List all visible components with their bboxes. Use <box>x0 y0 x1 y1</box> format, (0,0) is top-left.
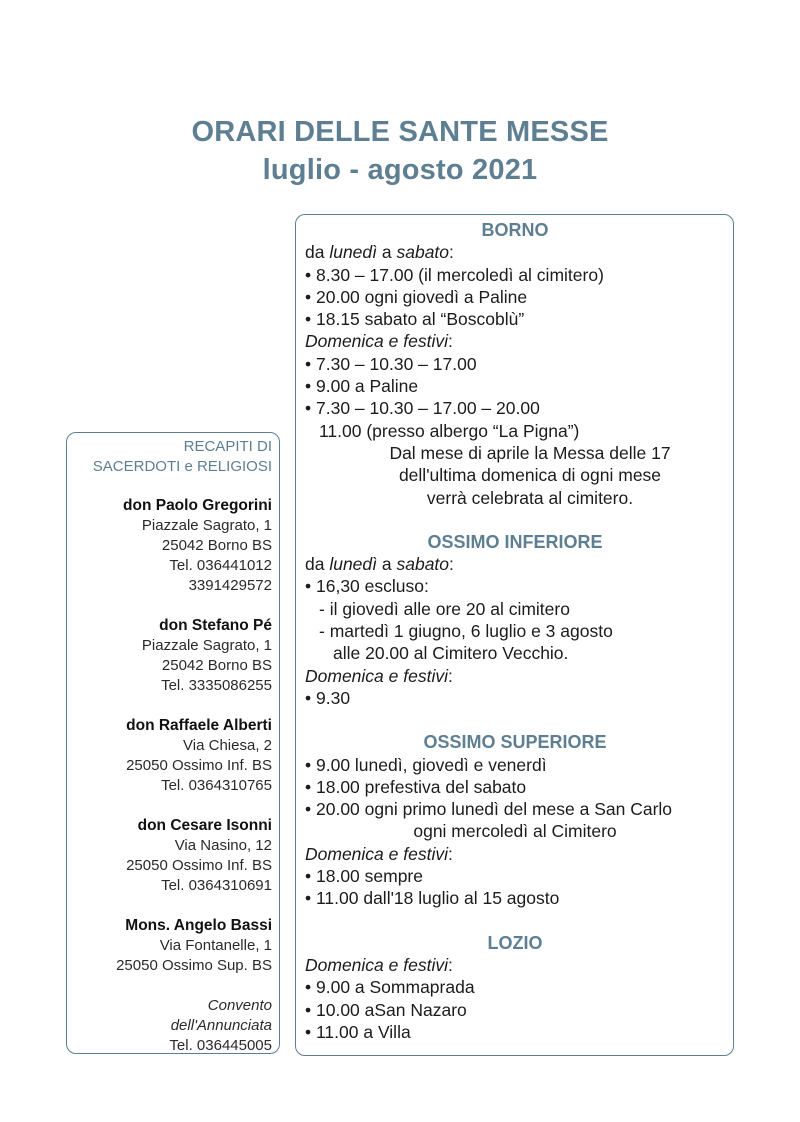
contact-line: 25050 Ossimo Inf. BS <box>126 757 272 774</box>
festive-label: Domenica e festivi: <box>305 843 453 864</box>
convent-name-line1: Convento <box>207 997 272 1014</box>
contact-cesare-isonni <box>93 816 272 896</box>
schedule-item: • 11.00 a Villa <box>305 1021 411 1042</box>
schedule-note: Dal mese di aprile la Messa delle 17 <box>389 442 671 463</box>
contacts-content <box>93 437 272 1056</box>
page-subtitle: luglio - agosto 2021 <box>262 154 538 186</box>
schedule-subitem: - il giovedì alle ore 20 al cimitero <box>319 598 570 619</box>
contact-name: Mons. Angelo Bassi <box>125 917 272 934</box>
contact-line: 3391429572 <box>188 577 272 594</box>
festive-label: Domenica e festivi: <box>305 954 453 975</box>
schedule-item: • 18.00 prefestiva del sabato <box>305 776 527 797</box>
festive-label: Domenica e festivi: <box>305 665 453 686</box>
contact-line: Tel. 036441012 <box>169 557 272 574</box>
schedule-item: • 8.30 – 17.00 (il mercoledì al cimitero) <box>305 264 604 285</box>
weekday-label: da lunedì a sabato: <box>305 554 454 575</box>
contact-convento <box>93 996 272 1056</box>
contact-line: 25050 Ossimo Sup. BS <box>116 957 272 974</box>
schedule-item: • 18.00 sempre <box>305 866 423 887</box>
contact-raffaele-alberti <box>93 716 272 796</box>
schedule-item: • 9.00 a Paline <box>305 376 419 397</box>
page-title: ORARI DELLE SANTE MESSE <box>191 116 609 148</box>
schedule-note: dell'ultima domenica di ogni mese <box>398 465 662 486</box>
schedule-subitem: - martedì 1 giugno, 6 luglio e 3 agosto <box>319 621 613 642</box>
section-heading-borno: BORNO <box>481 220 549 240</box>
contact-line: 25042 Borno BS <box>161 657 272 674</box>
schedule-item: • 10.00 aSan Nazaro <box>305 999 467 1020</box>
schedule-content <box>305 219 725 1043</box>
schedule-item: • 20.00 ogni giovedì a Paline <box>305 286 528 307</box>
schedule-item: • 16,30 escluso: <box>305 576 429 597</box>
schedule-item: • 9.30 <box>305 687 351 708</box>
contact-name: don Paolo Gregorini <box>123 497 272 514</box>
convent-tel: Tel. 036445005 <box>169 1037 272 1054</box>
contact-line: Via Fontanelle, 1 <box>159 937 272 954</box>
festive-label: Domenica e festivi: <box>305 331 453 352</box>
contact-line: Piazzale Sagrato, 1 <box>141 637 272 654</box>
contact-name: don Cesare Isonni <box>137 817 272 834</box>
contact-line: Tel. 3335086255 <box>161 677 272 694</box>
contact-line: 25050 Ossimo Inf. BS <box>126 857 272 874</box>
schedule-item: • 20.00 ogni primo lunedì del mese a San Carlo <box>305 799 673 820</box>
contact-angelo-bassi <box>93 916 272 976</box>
weekday-label: da lunedì a sabato: <box>305 242 454 263</box>
contact-line: Via Chiesa, 2 <box>183 737 272 754</box>
contacts-heading-line1: RECAPITI DI <box>183 438 272 455</box>
contact-paolo-gregorini <box>93 496 272 596</box>
schedule-item: • 7.30 – 10.30 – 17.00 <box>305 353 477 374</box>
contact-name: don Stefano Pé <box>159 617 272 634</box>
schedule-item: • 9.00 lunedì, giovedì e venerdì <box>305 754 547 775</box>
contact-line: 25042 Borno BS <box>161 537 272 554</box>
section-heading-ossimo-inferiore: OSSIMO INFERIORE <box>427 531 603 552</box>
convent-name-line2: dell'Annunciata <box>170 1017 272 1034</box>
schedule-item: • 11.00 dall'18 luglio al 15 agosto <box>305 888 560 909</box>
schedule-box <box>295 214 734 1056</box>
contact-line: Tel. 0364310691 <box>161 877 272 894</box>
contact-stefano-pe <box>93 616 272 696</box>
contacts-box <box>66 432 280 1054</box>
schedule-note: verrà celebrata al cimitero. <box>426 487 634 508</box>
contact-name: don Raffaele Alberti <box>126 717 272 734</box>
schedule-item: • 7.30 – 10.30 – 17.00 – 20.00 <box>305 398 540 419</box>
contact-line: Via Nasino, 12 <box>174 837 272 854</box>
contact-line: Piazzale Sagrato, 1 <box>141 517 272 534</box>
contacts-heading-line2: SACERDOTI e RELIGIOSI <box>92 458 272 475</box>
schedule-subitem-continued: alle 20.00 al Cimitero Vecchio. <box>333 643 569 664</box>
contact-line: Tel. 0364310765 <box>161 777 272 794</box>
section-heading-lozio: LOZIO <box>487 932 543 953</box>
schedule-item: • 18.15 sabato al “Boscoblù” <box>305 309 525 330</box>
section-heading-ossimo-superiore: OSSIMO SUPERIORE <box>423 732 607 753</box>
schedule-item-continued: 11.00 (presso albergo “La Pigna”) <box>319 420 580 441</box>
schedule-item: • 9.00 a Sommaprada <box>305 977 475 998</box>
schedule-item-continued: ogni mercoledì al Cimitero <box>413 821 617 842</box>
